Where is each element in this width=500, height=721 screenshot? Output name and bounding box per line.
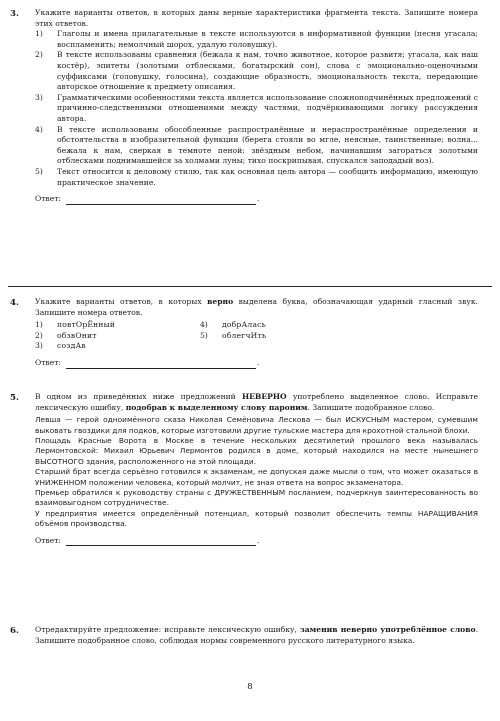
page-number: 8 xyxy=(247,682,253,692)
task-5-sentences xyxy=(35,415,478,529)
task3-option xyxy=(35,167,478,188)
option-number: 4) xyxy=(200,320,208,330)
task-3-instruction: Укажите варианты ответов, в которых даны верные характеристики фрагмента текста. Запишите номера этих ответов. xyxy=(35,8,478,28)
option-number: 1) xyxy=(35,29,43,39)
option-text: В тексте использованы сравнения (бежала к нам, точно животное, которое развитя; угасала, как наш костёр), эпитеты (золотыми отблесками, богатырский сон), слова с эмоционально-оценочными суффиксами (головушку, голосина), создающие образность, эмоциональность текста, передающие авторское отношение к предмету описания. xyxy=(57,50,478,92)
task-6-number: 6. xyxy=(10,626,19,636)
task-3-body xyxy=(35,8,478,205)
option-text: облегчИть xyxy=(222,330,267,340)
option-number: 3) xyxy=(35,341,43,351)
task4-option xyxy=(200,320,365,331)
option-text: обзвОнит xyxy=(57,330,97,340)
task-4-answer: Ответ: . xyxy=(35,357,260,367)
example-sentence: Площадь Красные Ворота в Москве в течение нескольких десятилетий прошлого века называлась Лермонтовской: Михаил Юрьевич Лермонтов родился в доме, который находился на месте нынешнего ВЫСОТНОГО здания, расположенного на этой площади. xyxy=(35,436,478,466)
task-4-instruction: Укажите варианты ответов, в которых верно выделена буква, обозначающая ударный гласный звук. Запишите номера ответов. xyxy=(35,297,478,317)
task3-option xyxy=(35,29,478,50)
answer-line[interactable] xyxy=(66,537,256,546)
task-5-answer: Ответ: . xyxy=(35,535,260,545)
option-text: Текст относится к деловому стилю, так как основная цель автора — сообщить информацию, имеющую практическое значение. xyxy=(57,166,478,187)
task4-option xyxy=(200,341,365,352)
task-4-body xyxy=(35,297,478,369)
task-4-options xyxy=(35,320,365,352)
task-5-body xyxy=(35,392,478,546)
task-6-instruction: Отредактируйте предложение: исправьте лексическую ошибку, заменив неверно употреблённое слово. Запишите подобранное слово, соблюдая нормы современного русского литературного языка. xyxy=(35,625,479,645)
option-number: 2) xyxy=(35,50,43,60)
option-text: Грамматическими особенностями текста является использование сложноподчинённых предложений с причинно-следственными отношениями между частями, подчёркивающими логику рассуждения автора. xyxy=(57,92,478,123)
option-number: 5) xyxy=(200,330,208,340)
option-number: 3) xyxy=(35,92,43,102)
answer-label: Ответ: xyxy=(35,535,61,545)
example-sentence: Премьер обратился к руководству страны с ДРУЖЕСТВЕННЫМ посланием, подчеркнув заинтересованность во взаимовыгодном сотрудничестве. xyxy=(35,488,478,508)
section-divider xyxy=(8,286,492,287)
example-sentence: У предприятия имеется определённый потенциал, который позволит обеспечить темпы НАРАЩИВАНИЯ объёмов производства. xyxy=(35,508,478,529)
task3-option xyxy=(35,93,478,125)
answer-line[interactable] xyxy=(66,360,256,369)
task-5-instruction: В одном из приведённых ниже предложений НЕВЕРНО употреблено выделенное слово. Исправьте лексическую ошибку, подобрав к выделенному слову пароним. Запишите подобранное слово. xyxy=(35,392,478,412)
task4-option xyxy=(35,341,200,352)
task3-option xyxy=(35,125,478,167)
option-text: добрАлась xyxy=(222,320,266,330)
option-text: В тексте использованы обособленные распространённые и нераспространённые определения и обстоятельства в изобразительной функции (берега стояли во мгле, неясные, таинственные; волна... бежала к нам, сверкая в темноте пеной; звёздным небом, начинавшим загораться золотыми отблесками поднимавшейся за холмами луны; тихо поскрипывая, спускался заподадый воз). xyxy=(57,124,478,166)
option-text xyxy=(222,341,365,352)
task-3-options xyxy=(35,29,478,188)
task3-option xyxy=(35,50,478,92)
answer-label: Ответ: xyxy=(35,357,61,367)
answer-line[interactable] xyxy=(66,196,256,205)
task-6-body xyxy=(35,625,478,646)
option-text: Глаголы и имена прилагательные в тексте используются в информативной функции (песня угасала; воспламенить; немолчный шорох, удалую головушку). xyxy=(57,29,478,49)
answer-label: Ответ: xyxy=(35,194,61,204)
task-5-number: 5. xyxy=(10,393,19,403)
option-text: повтОрЁнный xyxy=(57,320,116,330)
option-text: создАв xyxy=(57,341,86,351)
example-sentence: Старший брат всегда серьёзно готовился к экзаменам, не допуская даже мысли о том, что может оказаться в УНИЖЕННОМ положении человека, который молчит, не зная ответа на вопрос экзаменатора. xyxy=(35,467,478,487)
option-number: 4) xyxy=(35,124,43,134)
task-4-number: 4. xyxy=(10,298,19,308)
option-number xyxy=(200,341,222,352)
option-number: 2) xyxy=(35,330,43,340)
task4-option xyxy=(35,320,200,331)
task4-option xyxy=(200,331,365,342)
task4-option xyxy=(35,331,200,342)
option-number: 1) xyxy=(35,320,43,330)
task-3-answer: Ответ: . xyxy=(35,194,260,204)
task-3-number: 3. xyxy=(10,9,19,19)
example-sentence: Левша — герой одноимённого сказа Николая Семёновича Лескова — был ИСКУСНЫМ мастером, сумевшим выковать гвоздики для подков, которые изготовили другие тульские мастера для крохотной стальной блохи. xyxy=(35,415,478,435)
option-number: 5) xyxy=(35,166,43,176)
